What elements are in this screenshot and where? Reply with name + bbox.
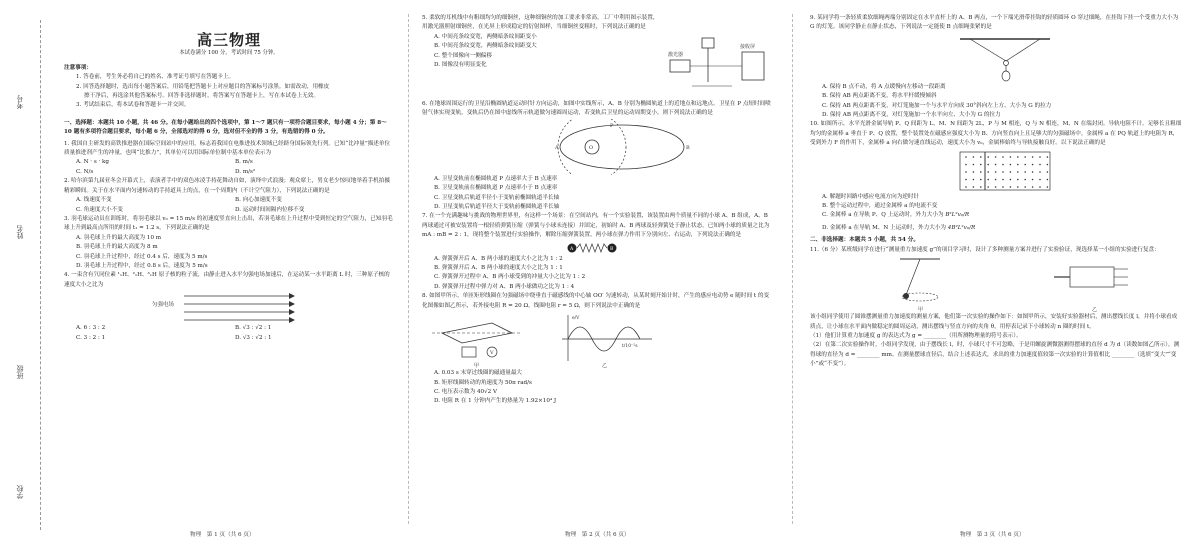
question-1: 1. 我国自主研发的高铁推进器在国际空间站中的应用，标志着我国在电推进技术领域已经跻身国际领先行列。已知“比冲量”描述单位质量推进剂产生的冲量，也叫“比推力”，其单位可以用国际单位制中基本单位表示为 xyxy=(64,140,391,157)
option: D. 羽毛球上升过程中，经过 0.8 s 后，速度为 5 m/s xyxy=(76,262,208,269)
options-row xyxy=(64,324,394,333)
question-11-part-1: （1）他们计算重力加速度 g 的表达式为 g = ________（用所测物理量的符号表示）。 xyxy=(810,332,1022,339)
option: C. 电压表示数为 40√2 V xyxy=(434,388,498,395)
page-separator xyxy=(792,14,793,524)
option: B. m/s xyxy=(235,159,253,166)
option: C. N/s xyxy=(76,168,94,175)
screen-label: 接收屏 xyxy=(740,44,756,50)
axis-label-e: e/V xyxy=(572,316,580,322)
option: B. 保持 AB 两点距离不变，将水平杆缓慢倾斜 xyxy=(822,93,937,100)
options-row xyxy=(64,158,394,167)
svg-text:O: O xyxy=(589,144,594,151)
svg-text:P: P xyxy=(610,122,614,129)
svg-text:B: B xyxy=(686,144,690,151)
orbit-figure xyxy=(422,119,774,175)
question-3: 3. 羽毛球运动员在训练时，将羽毛球以 v₀ = 15 m/s 的初速度竖直向上击出，若羽毛球在上升过程中受到恒定的空气阻力，已知羽毛球上升到最高点所用的时间 t₁ = 1.2 s，下列说法正确的是 xyxy=(64,215,393,232)
question-11: 11.（6 分）某班级同学在进行“测量重力加速度 g”的项目学习时，设计了多种测量方案并进行了实验验证，现选择某一小组的实验进行复盘： xyxy=(810,246,1160,253)
option: D. 电阻 R 在 1 分钟内产生的热量为 1.92×10⁴ J xyxy=(434,398,557,405)
option: C. 弹簧弹开过程中 A、B 两小球受到的冲量大小之比为 1 : 2 xyxy=(434,274,586,281)
question-7: 7. 在一个充满趣味与挑战的物理世界里，有这样一个场景：在空间站内，有一个实验装置，该装置由两个质量不同的小球 A、B 组成，A、B 两球通过可被安装置将一根轻质弹簧压缩（弹簧与小球未连接）并固定，初始时 A、B 两球及轻弹簧处于静止状态。已知两小球的质量之比为 mA : mB = 2 : 1，现将整个装置进行实验操作，解除压缩弹簧装置，两小球在弹力作用下分别向左、右运动，下列说法正确的是 xyxy=(422,213,770,239)
options-row xyxy=(64,168,394,177)
exam-info: 本试卷满分 100 分，考试时间 75 分钟。 xyxy=(179,50,279,57)
option: B. 整个运动过程中，通过金属棒 a 的电流不变 xyxy=(822,203,938,210)
generator-figure xyxy=(422,311,774,369)
option: B. 矩形线圈转动的角速度为 50π rad/s xyxy=(434,379,532,386)
side-label-exam-no: 考号 xyxy=(16,95,24,109)
notice-item: 3. 考试结束后，将本试卷和答题卡一并交回。 xyxy=(76,102,190,109)
page-footer: 物理 第 3 页（共 6 页） xyxy=(960,532,1025,538)
rail-magnetic-figure xyxy=(810,149,1182,193)
laser-diffraction-figure xyxy=(662,14,772,100)
option: B. 卫星变轨前在椭圆轨道 P 点速率小于 B 点速率 xyxy=(434,185,558,192)
option: A. N · s · kg xyxy=(76,159,109,166)
option: C. 角速度大小不变 xyxy=(76,206,123,213)
option-text: D. 金属棒 a 在导轨 M、N 上运动时，外力大小为 xyxy=(822,224,947,231)
svg-text:B: B xyxy=(610,246,614,252)
section-heading: 二、非选择题：本题共 5 小题，共 54 分。 xyxy=(810,237,919,244)
question-2: 2. 哈尔滨第九届亚冬会开幕式上，表演者手中的双色冰凌手持花舞动自如，演绎中式浪漫；观众席上，男女老少惊叹地举着手机拍摄精彩瞬间。关于在水平面内匀速转动的手持道具上的点，在一个周期内（不计空气阻力），下列说法正确的是 xyxy=(64,178,390,194)
svg-text:A: A xyxy=(555,144,559,151)
option: A. 弹簧弹开后 A、B 两小球的速度大小之比为 1 : 2 xyxy=(434,255,563,262)
figure-label-a: 甲 xyxy=(474,363,480,370)
page-1 xyxy=(64,14,394,522)
svg-text:A: A xyxy=(570,246,574,252)
figure-label-b: 乙 xyxy=(1092,307,1098,314)
option: A. 卫星变轨前在椭圆轨道 P 点速率大于 B 点速率 xyxy=(434,175,558,182)
options-row xyxy=(64,206,394,215)
option: D. 运动时间间隔内位移不变 xyxy=(235,206,305,213)
option: A. 0.03 s 末穿过线圈的磁通量最大 xyxy=(434,370,523,377)
question-4: 4. 一束含有氕同位素 ¹₁H、²₁H、³₁H 原子核的粒子流，由静止进入水平匀强电场加速后，在运动某一水平距离 L 时，三种原子核的速度大小之比为 xyxy=(64,272,390,288)
figure-label-a: 甲 xyxy=(918,307,924,314)
question-8: 8. 如图甲所示，单匝矩形线圈在匀强磁场中绕垂直于磁感线的中心轴 OO′ 匀速转动，从某时刻开始计时，产生的感应电动势 e 随时间 t 的变化图像如图乙所示，若外接电阻 R = 20 Ω，线圈电阻 r = 5 Ω，则下列说法中正确的是 xyxy=(422,293,770,309)
option: D. √3 : √2 : 1 xyxy=(235,334,272,341)
notice-title: 注意事项： xyxy=(64,64,92,71)
option: A. 中间亮条纹变宽，两侧暗条纹间距变小 xyxy=(434,33,537,40)
option: D. 图像没有明显变化 xyxy=(434,62,487,69)
lantern-figure xyxy=(810,33,1182,83)
section-heading: 一、选择题：本题共 10 小题，共 46 分。在每小题给出的四个选项中，第 1～7 题只有一项符合题目要求，每小题 4 分；第 8～10 题有多项符合题目要求，每小题 6 分，全部选对的得 6 分，选对但不全的得 3 分，有选错的得 0 分。 xyxy=(64,119,387,136)
axis-label-t: t/10⁻²s xyxy=(622,344,638,350)
question-11-part-2: （2）在第二次实验操作时，小组同学发现，由于摆线长 l，时，小球尺寸不可忽略，于是用螺旋测微器测得摆球的直径 d 为 d（读数如图乙所示），测得球的直径为 d = ________ mm。在测量摆球直径后，结合上述表达式，求出的重力加速度值较第一次实验的计算值相比 ________（选填“变大”“变小”或“不变”）。 xyxy=(810,342,1180,368)
option: B. 弹簧弹开后 A、B 两小球的速度大小之比为 1 : 1 xyxy=(434,265,563,272)
notice-item: 擦干净后，再选涂其他答案标号。回答非选择题时，将答案写在答题卡上，写在本试卷上无效。 xyxy=(84,93,319,100)
option: D. m/s² xyxy=(235,168,256,175)
page-3 xyxy=(810,14,1182,522)
option: B. 向心加速度不变 xyxy=(235,197,282,204)
option: C. 整个图像向一侧偏移 xyxy=(434,52,492,59)
option: A. 保持 B 点不动，将 A 点缓慢向左移动一段距离 xyxy=(822,83,946,90)
page-separator xyxy=(408,14,409,524)
option: D. 保持 AB 两点距离不变，对灯笼施加一个水平向左、大小为 G 的拉力 xyxy=(822,112,1001,119)
notice-item: 1. 答卷前，考生务必将自己的姓名、准考证号填写在答题卡上。 xyxy=(76,74,235,81)
option: B. 羽毛球上升的最大高度为 8 m xyxy=(76,244,158,251)
option: C. 3 : 2 : 1 xyxy=(76,334,106,341)
option: A. 羽毛球上升的最大高度为 10 m xyxy=(76,234,162,241)
options-row xyxy=(64,196,394,205)
option: A. 6 : 3 : 2 xyxy=(76,325,106,332)
figure-label-b: 乙 xyxy=(602,363,608,370)
svg-text:V: V xyxy=(490,350,494,357)
question-10: 10. 如图所示，水平光滑金属导轨 P、Q 间距为 L，M、N 间距为 2L，P 与 M 相连，Q 与 N 相连，M、N 在端封闭。导轨电阻不计。足够长且粗细均匀的金属棒 a 垂直于 P、Q 放置，整个装置处在磁感应强度大小为 B、方向竖直向上且足够大的匀强磁场中。金属棒 a 在 PQ 轨道上的电阻为 R，受到外力 F 的作用下，金属棒 a 向右做匀速直线运动，速度大小为 v₀，金属棒始终与导轨接触良好。以下说法正确的是 xyxy=(810,121,1182,147)
page-footer: 物理 第 2 页（共 6 页） xyxy=(565,532,630,538)
page-2 xyxy=(422,14,774,522)
option: D. 金属棒 a 在导轨 M、N 上运动时，外力大小为 4B²L²v₀/R xyxy=(822,224,976,231)
laser-label: 激光器 xyxy=(668,52,684,58)
options-row xyxy=(64,334,394,343)
side-label-class: 班级 xyxy=(16,365,24,379)
option: C. 卫星变轨后轨道半径小于变轨前椭圆轨道半长轴 xyxy=(434,194,560,201)
option: A. 解题时回路中感应电流方向为逆时针 xyxy=(822,193,920,200)
pendulum-figure xyxy=(810,255,1182,313)
electric-field-figure xyxy=(64,290,394,324)
page-footer: 物理 第 1 页（共 6 页） xyxy=(190,532,255,538)
notice-item: 2. 回答选择题时，选出每小题答案后，用铅笔把答题卡上对应题目的答案标号涂黑。如需改动，用橡皮 xyxy=(76,83,330,90)
question-9: 9. 某同学将一条轻质柔软细绳两端分别固定在水平直杆上的 A、B 两点，一个下端光滑带挂钩的轻质圆环 O 穿过细绳，在挂钩下挂一个受重力大小为 G 的灯笼。该同学静止在静止状态，下列说法一定能使 B 点细绳张紧的是 xyxy=(810,15,1179,31)
question-5-block xyxy=(422,14,774,100)
option: C. 羽毛球上升过程中，经过 0.4 s 后，速度为 5 m/s xyxy=(76,253,208,260)
option: D. 卫星变轨后轨道半径大于变轨前椭圆轨道半长轴 xyxy=(434,204,560,211)
side-label-school: 学校 xyxy=(16,485,24,499)
page-title: 高三物理 xyxy=(196,31,261,49)
spring-balls-figure xyxy=(422,241,774,255)
option-text: C. 金属棒 a 在导轨 P、Q 上运动时，外力大小为 xyxy=(822,212,944,219)
question-5: 5. 柔软的耳机线中有粗细均匀的细铜丝，这种细铜丝的加工要求非常高。工厂中利用图示装置，用激光器照射细铜丝，在光屏上形成稳定的衍射图样，当细铜丝变粗时，下列说法正确的是 xyxy=(422,15,659,31)
side-label-name: 姓名 xyxy=(16,225,24,239)
option: C. 保持 AB 两点距离不变，对灯笼施加一个与水平方向成 30°斜向左上方、大小为 G 的拉力 xyxy=(822,102,1052,109)
question-11-body: 该小组同学使用了圆锥摆测量重力加速度的测量方案，他们第一次实验的操作如下：如图甲所示，安装好实验器材后，测出摆线长度 l，并将小球看成质点，让小球在水平面内做稳定的圆周运动，测出摆线与竖直方向的夹角 θ，用停表记录下小球转动 n 圈的时间 t。 xyxy=(810,314,1178,330)
option: D. 弹簧弹开过程中弹力对 A、B 两小球做功之比为 1 : 4 xyxy=(434,283,575,290)
field-label: 匀强电场 xyxy=(152,302,175,309)
option: C. 金属棒 a 在导轨 P、Q 上运动时，外力大小为 B²L²v₀/R xyxy=(822,212,970,219)
binding-line xyxy=(40,20,41,530)
question-6: 6. 在地球周围运行的卫星沿椭圆轨道运动时针方向运动，如图中实线所示，A、B 分别为椭圆轨道上的近地点和远地点。卫星在 P 点短时间喷射气体实现变轨，变轨后仍在图中虚线所示轨道做匀速圆周运动，若变轨后卫星的运动周期变小，则下列说法正确的是 xyxy=(422,101,771,117)
binding-strip xyxy=(14,0,52,549)
option: B. 中间亮条纹变宽，两侧暗条纹间距变大 xyxy=(434,43,537,50)
option: A. 线速度不变 xyxy=(76,197,112,204)
option: B. √3 : √2 : 1 xyxy=(235,325,272,332)
